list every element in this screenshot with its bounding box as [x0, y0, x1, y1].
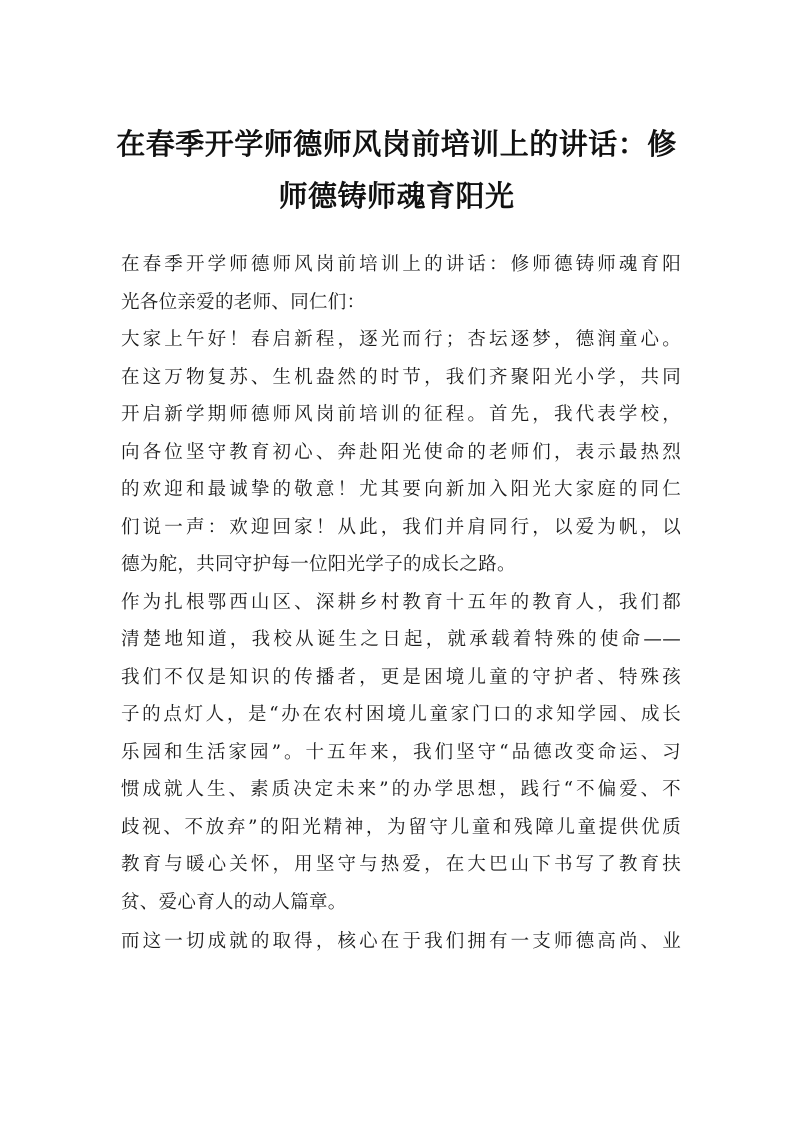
- body-line: 而这一切成就的取得，核心在于我们拥有一支师德高尚、业: [121, 931, 681, 952]
- body-line: 向各位坚守教育初心、奔赴阳光使命的老师们，表示最热烈: [121, 441, 681, 463]
- body-line: 在春季开学师德师风岗前培训上的讲话：修师德铸师魂育阳: [121, 254, 681, 275]
- body-line: 贫、爱心育人的动人篇章。: [121, 891, 347, 913]
- document-body: [121, 246, 681, 961]
- body-line: 教育与暖心关怀，用坚守与热爱，在大巴山下书写了教育扶: [121, 854, 681, 875]
- body-line: 大家上午好！春启新程，逐光而行；杏坛逐梦，德润童心。: [121, 329, 681, 350]
- body-line: 我们不仅是知识的传播者，更是困境儿童的守护者、特殊孩: [121, 666, 681, 688]
- body-line: 在这万物复苏、生机盎然的时节，我们齐聚阳光小学，共同: [121, 366, 681, 388]
- body-line: 的欢迎和最诚挚的敬意！尤其要向新加入阳光大家庭的同仁: [121, 479, 681, 500]
- body-line: 子的点灯人，是“办在农村困境儿童家门口的求知学园、成长: [121, 704, 681, 725]
- title-line-1: 在春季开学师德师风岗前培训上的讲话：修: [116, 127, 677, 161]
- title-line-2: 师德铸师魂育阳光: [278, 179, 515, 213]
- body-line: 乐园和生活家园”。十五年来，我们坚守“品德改变命运、习: [121, 741, 681, 763]
- body-line: 惯成就人生、素质决定未来”的办学思想，践行“不偏爱、不: [121, 779, 681, 800]
- body-line: 开启新学期师德师风岗前培训的征程。首先，我代表学校，: [121, 404, 681, 425]
- document-title: [100, 118, 693, 222]
- body-line: 德为舵，共同守护每一位阳光学子的成长之路。: [121, 554, 516, 575]
- body-line: 光各位亲爱的老师、同仁们：: [121, 291, 366, 313]
- body-line: 歧视、不放弃”的阳光精神，为留守儿童和残障儿童提供优质: [121, 816, 681, 838]
- body-line: 作为扎根鄂西山区、深耕乡村教育十五年的教育人，我们都: [121, 591, 681, 613]
- body-line: 们说一声：欢迎回家！从此，我们并肩同行，以爱为帆，以: [121, 516, 681, 538]
- body-line: 清楚地知道，我校从诞生之日起，就承载着特殊的使命——: [121, 629, 681, 650]
